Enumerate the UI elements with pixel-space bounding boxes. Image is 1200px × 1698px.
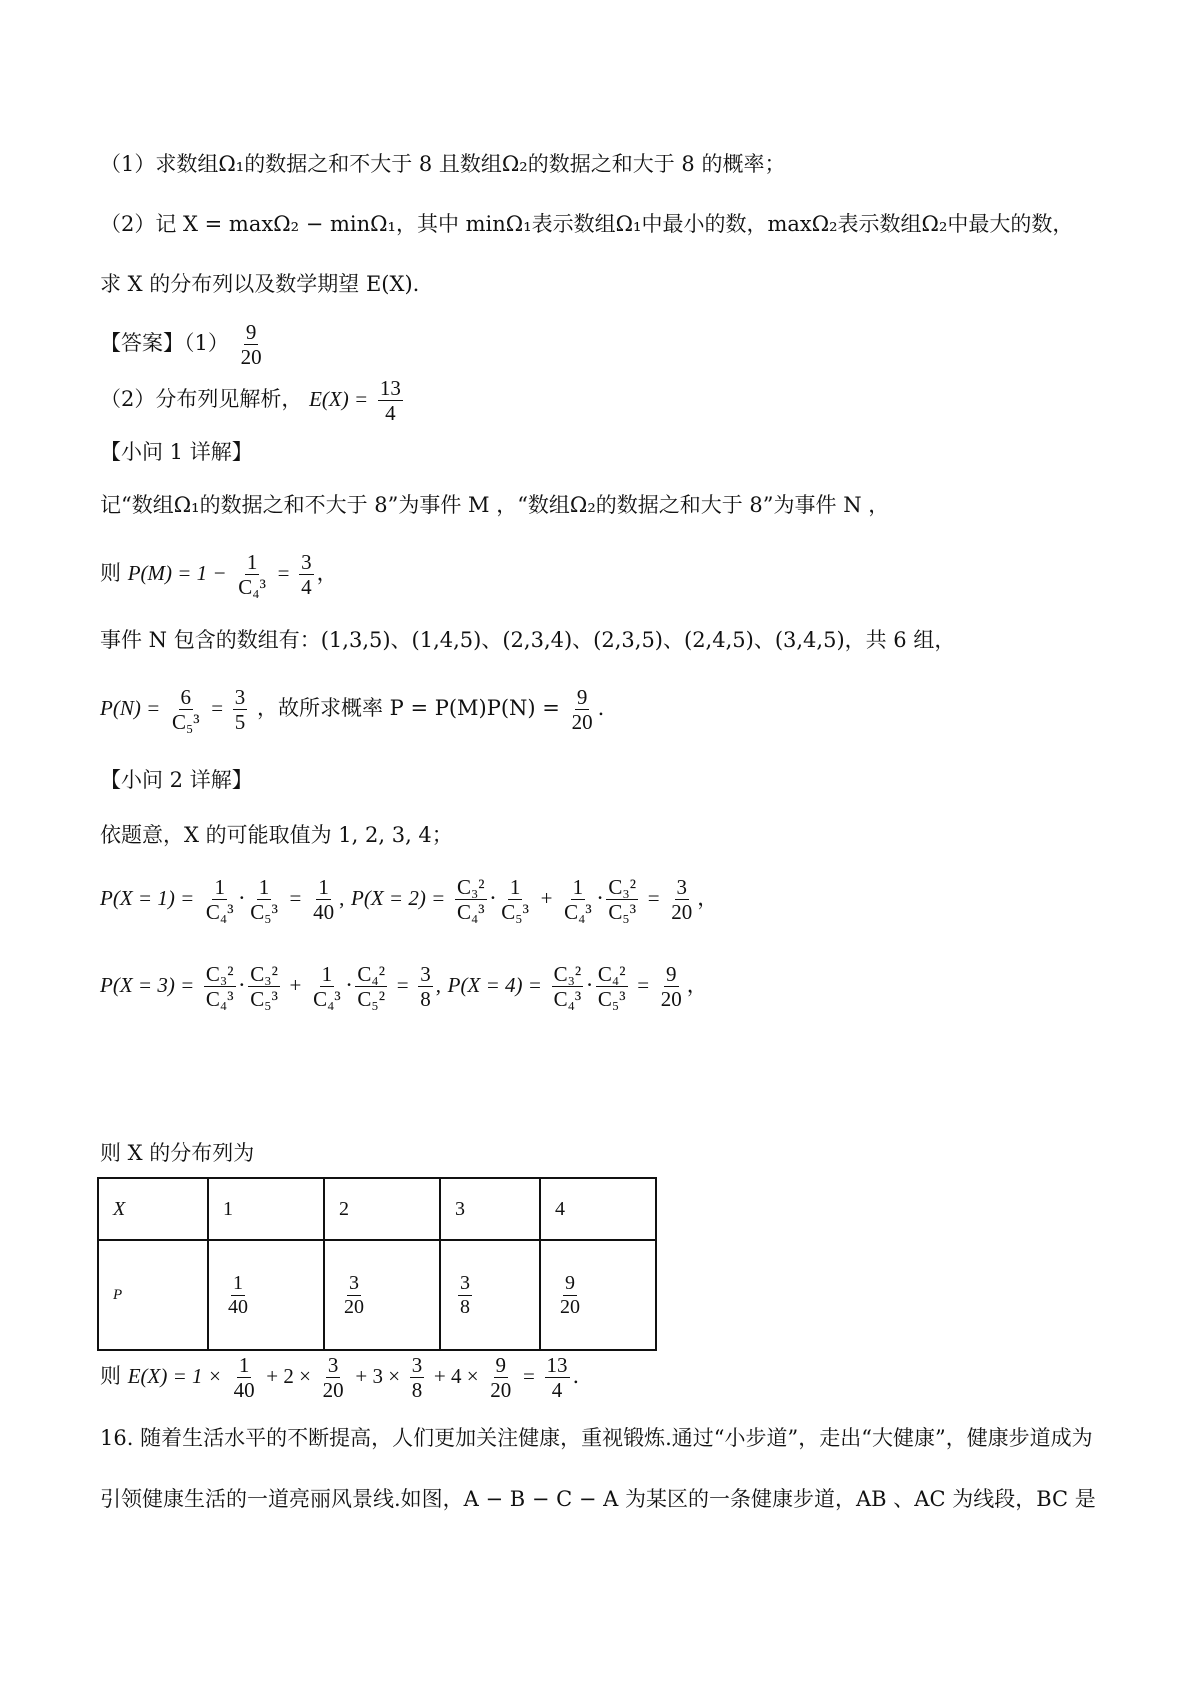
- pm-fraction-1: $\frac{1}{\text{C₄³}}$: [238, 550, 266, 600]
- table-cell: 3: [440, 1178, 540, 1240]
- answer-line-1: 【答案】（1） $\frac{9}{20}$: [100, 320, 262, 370]
- part1-event-n-list: 事件 N 包含的数组有：(1,3,5)、(1,4,5)、(2,3,4)、(2,3,5)、(2,4,5)、(3,4,5)，共 6 组，: [100, 628, 956, 652]
- answer1-fraction: $\frac{9}{20}$: [240, 320, 262, 370]
- part2-possible-values: 依题意，X 的可能取值为 1, 2, 3, 4；: [100, 823, 453, 847]
- part2-heading: 【小问 2 详解】: [100, 768, 253, 792]
- table-cell: $\frac{3}{8}$: [440, 1240, 540, 1350]
- pn-fraction-3: $\frac{9}{20}$: [571, 685, 593, 735]
- part1-heading: 【小问 1 详解】: [100, 440, 253, 464]
- table-cell: $\frac{3}{20}$: [324, 1240, 440, 1350]
- question-16-line2: 引领健康生活的一道亮丽风景线.如图，A − B − C − A 为某区的一条健康步道，AB 、AC 为线段，BC 是: [100, 1487, 1096, 1511]
- table-cell: 2: [324, 1178, 440, 1240]
- part1-pn-formula: P(N) = $\frac{6}{\text{C₅³}}$ = $\frac{3}{5}$ ，故所求概率 P = P(M)P(N) = $\frac{9}{20}$ .: [100, 685, 605, 735]
- question-part-2-line1: （2）记 X = maxΩ₂ − minΩ₁，其中 minΩ₁表示数组Ω₁中最小的数，maxΩ₂表示数组Ω₂中最大的数，: [100, 212, 1074, 236]
- table-row: [98, 1178, 656, 1240]
- part2-probabilities-line1: P(X = 1) = $\frac{1}{\text{C₄³}}$ · $\frac{1}{\text{C₅³}}$ = $\frac{1}{40}$ , P(X = 2) = $\frac{\text{C₃²}}{\text{C₄³}}$ · $\frac{1}{\text{C₅³}}$ + $\frac{1}{\text{C₄³}}$ · $\frac{\text{C₃²}}{\text{C₅³}}$ = $\frac{3}{20}$ ，: [100, 875, 719, 925]
- pm-fraction-2: $\frac{3}{4}$: [301, 550, 312, 600]
- distribution-intro: 则 X 的分布列为: [100, 1141, 255, 1165]
- question-16-line1: 16. 随着生活水平的不断提高，人们更加关注健康，重视锻炼.通过“小步道”，走出“大健康”，健康步道成为: [100, 1426, 1093, 1450]
- expectation-formula: 则 E(X) = 1 × $\frac{1}{40}$ + 2 × $\frac{3}{20}$ + 3 × $\frac{3}{8}$ + 4 × $\frac{9}{20}$ = $\frac{13}{4}$ .: [100, 1353, 580, 1403]
- table-cell: P: [98, 1240, 208, 1350]
- table-row: [98, 1240, 656, 1350]
- table-cell: $\frac{9}{20}$: [540, 1240, 656, 1350]
- answer2-fraction: $\frac{13}{4}$: [379, 376, 401, 426]
- table-cell: 1: [208, 1178, 324, 1240]
- table-cell: $\frac{1}{40}$: [208, 1240, 324, 1350]
- pn-fraction-2: $\frac{3}{5}$: [234, 685, 246, 735]
- question-part-2-line2: 求 X 的分布列以及数学期望 E(X).: [100, 272, 420, 296]
- distribution-table: [97, 1177, 657, 1351]
- table-cell: X: [98, 1178, 208, 1240]
- table-cell: 4: [540, 1178, 656, 1240]
- part1-event-definition: 记“数组Ω₁的数据之和不大于 8”为事件 M ，“数组Ω₂的数据之和大于 8”为事件 N ，: [100, 493, 890, 517]
- part2-probabilities-line2: P(X = 3) = $\frac{\text{C₃²}}{\text{C₄³}}$ · $\frac{\text{C₃²}}{\text{C₅³}}$ + $\frac{1}{\text{C₄³}}$ · $\frac{\text{C₄²}}{\text{C₅²}}$ = $\frac{3}{8}$ , P(X = 4) = $\frac{\text{C₃²}}{\text{C₄³}}$ · $\frac{\text{C₄²}}{\text{C₅³}}$ = $\frac{9}{20}$ ，: [100, 962, 708, 1012]
- part1-pm-formula: 则 P(M) = 1 − $\frac{1}{\text{C₄³}}$ = $\frac{3}{4}$ ，: [100, 550, 338, 600]
- question-part-1: （1）求数组Ω₁的数据之和不大于 8 且数组Ω₂的数据之和大于 8 的概率；: [100, 152, 786, 176]
- pn-fraction-1: $\frac{6}{\text{C₅³}}$: [171, 685, 200, 735]
- answer-line-2: （2）分布列见解析， E(X) = $\frac{13}{4}$: [100, 376, 401, 426]
